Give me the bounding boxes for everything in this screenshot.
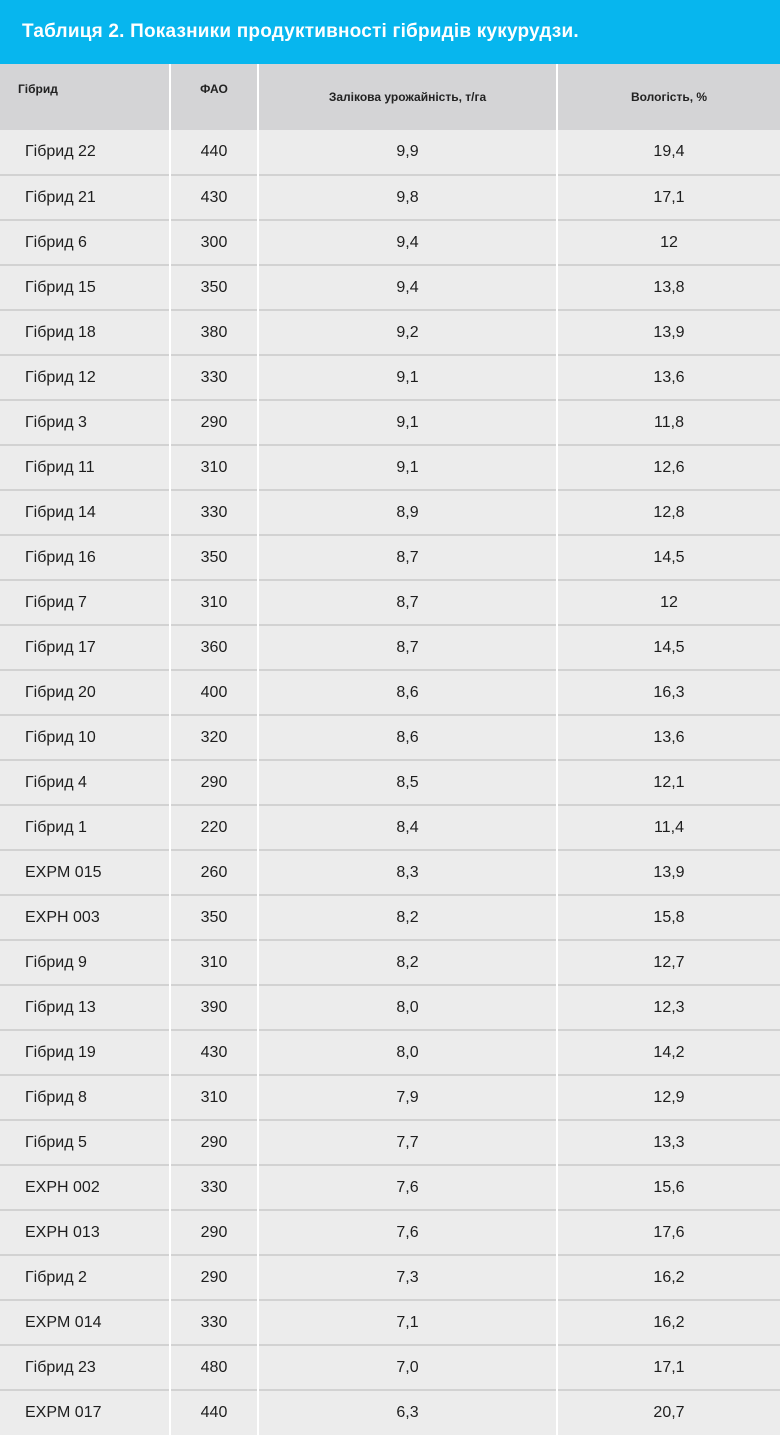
table-row [0,670,780,715]
cell-fao: 400 [170,670,258,715]
cell-yield: 8,0 [258,1030,557,1075]
table-row [0,895,780,940]
table-title: Таблиця 2. Показники продуктивності гібридів кукурудзи. [22,21,579,42]
cell-yield: 6,3 [258,1390,557,1435]
cell-hybrid: Гібрид 13 [0,985,170,1030]
cell-moisture: 16,2 [557,1255,780,1300]
cell-fao: 350 [170,265,258,310]
table-row [0,355,780,400]
cell-moisture: 12,7 [557,940,780,985]
table-row [0,1165,780,1210]
table-row [0,310,780,355]
cell-hybrid: Гібрид 17 [0,625,170,670]
cell-hybrid: Гібрид 8 [0,1075,170,1120]
cell-hybrid: EXPH 002 [0,1165,170,1210]
cell-yield: 8,9 [258,490,557,535]
cell-yield: 8,7 [258,625,557,670]
cell-hybrid: Гібрид 7 [0,580,170,625]
cell-moisture: 13,9 [557,850,780,895]
cell-hybrid: Гібрид 5 [0,1120,170,1165]
cell-yield: 8,3 [258,850,557,895]
cell-yield: 9,2 [258,310,557,355]
cell-hybrid: Гібрид 12 [0,355,170,400]
cell-fao: 290 [170,760,258,805]
cell-hybrid: Гібрид 6 [0,220,170,265]
cell-fao: 310 [170,1075,258,1120]
cell-fao: 310 [170,445,258,490]
table-row [0,445,780,490]
cell-moisture: 13,6 [557,355,780,400]
cell-yield: 9,1 [258,400,557,445]
cell-yield: 7,3 [258,1255,557,1300]
cell-fao: 430 [170,175,258,220]
cell-yield: 8,2 [258,940,557,985]
cell-hybrid: Гібрид 1 [0,805,170,850]
cell-fao: 320 [170,715,258,760]
cell-moisture: 12,6 [557,445,780,490]
cell-hybrid: EXPH 013 [0,1210,170,1255]
cell-fao: 350 [170,535,258,580]
cell-yield: 8,6 [258,715,557,760]
cell-moisture: 13,3 [557,1120,780,1165]
cell-yield: 7,7 [258,1120,557,1165]
cell-yield: 9,1 [258,445,557,490]
cell-moisture: 17,6 [557,1210,780,1255]
table-title-banner [0,0,780,64]
cell-hybrid: Гібрид 15 [0,265,170,310]
cell-hybrid: Гібрид 23 [0,1345,170,1390]
cell-moisture: 12 [557,580,780,625]
table-row [0,1300,780,1345]
table-row [0,1075,780,1120]
cell-moisture: 11,8 [557,400,780,445]
table-row [0,760,780,805]
table-row [0,400,780,445]
cell-yield: 9,9 [258,130,557,175]
cell-fao: 330 [170,355,258,400]
cell-fao: 300 [170,220,258,265]
cell-moisture: 12,1 [557,760,780,805]
table-row [0,535,780,580]
cell-fao: 480 [170,1345,258,1390]
cell-yield: 7,0 [258,1345,557,1390]
cell-hybrid: Гібрид 14 [0,490,170,535]
cell-yield: 9,4 [258,220,557,265]
cell-hybrid: Гібрид 22 [25,143,96,160]
table-row [0,490,780,535]
cell-fao: 440 [170,130,258,175]
cell-hybrid: Гібрид 3 [0,400,170,445]
table-row [0,580,780,625]
cell-hybrid: Гібрид 21 [0,175,170,220]
table-row [0,265,780,310]
cell-hybrid: Гібрид 9 [0,940,170,985]
cell-moisture: 12,9 [557,1075,780,1120]
cell-yield: 7,6 [258,1210,557,1255]
cell-moisture: 14,5 [557,625,780,670]
cell-fao: 330 [170,1165,258,1210]
cell-yield: 8,7 [258,580,557,625]
cell-fao: 290 [170,1255,258,1300]
cell-yield: 7,6 [258,1165,557,1210]
cell-yield: 9,8 [258,175,557,220]
cell-moisture: 17,1 [557,175,780,220]
cell-moisture: 19,4 [557,130,780,175]
cell-yield: 8,7 [258,535,557,580]
cell-moisture: 13,6 [557,715,780,760]
table-row [0,715,780,760]
cell-fao: 360 [170,625,258,670]
cell-fao: 380 [170,310,258,355]
table-row [0,130,780,175]
cell-fao: 310 [170,940,258,985]
cell-hybrid: Гібрид 10 [0,715,170,760]
cell-fao: 430 [170,1030,258,1075]
header-hybrid: Гібрид [18,82,58,96]
header-yield: Залікова урожайність, т/га [258,64,557,130]
cell-moisture: 14,2 [557,1030,780,1075]
table-row [0,175,780,220]
cell-yield: 8,5 [258,760,557,805]
cell-hybrid: EXPM 017 [0,1390,170,1435]
table-header [0,64,780,130]
table-row [0,940,780,985]
table-row [0,850,780,895]
cell-moisture: 16,3 [557,670,780,715]
table-row [0,805,780,850]
cell-fao: 290 [170,1120,258,1165]
cell-hybrid: Гібрид 18 [0,310,170,355]
header-row [0,64,780,130]
cell-yield: 8,0 [258,985,557,1030]
cell-hybrid: Гібрид 11 [0,445,170,490]
cell-fao: 440 [170,1390,258,1435]
table-row [0,625,780,670]
cell-fao: 220 [170,805,258,850]
cell-moisture: 12,3 [557,985,780,1030]
table-row [0,1210,780,1255]
cell-hybrid: EXPM 014 [0,1300,170,1345]
table-body [0,130,780,1435]
header-fao: ФАО [170,64,258,130]
cell-moisture: 12,8 [557,490,780,535]
cell-yield: 9,1 [258,355,557,400]
cell-moisture: 15,8 [557,895,780,940]
cell-fao: 310 [170,580,258,625]
cell-moisture: 16,2 [557,1300,780,1345]
hybrid-performance-table [0,64,780,1435]
cell-hybrid: Гібрид 2 [0,1255,170,1300]
cell-moisture: 15,6 [557,1165,780,1210]
cell-yield: 8,2 [258,895,557,940]
cell-fao: 390 [170,985,258,1030]
cell-fao: 260 [170,850,258,895]
cell-moisture: 11,4 [557,805,780,850]
cell-yield: 8,6 [258,670,557,715]
cell-moisture: 20,7 [557,1390,780,1435]
header-moisture: Вологість, % [557,64,780,130]
cell-moisture: 14,5 [557,535,780,580]
cell-hybrid: EXPM 015 [0,850,170,895]
table-row [0,1030,780,1075]
table-row [0,1120,780,1165]
cell-hybrid: Гібрид 4 [0,760,170,805]
table-row [0,985,780,1030]
table-row [0,220,780,265]
cell-yield: 9,4 [258,265,557,310]
cell-hybrid: Гібрид 20 [0,670,170,715]
cell-fao: 330 [170,490,258,535]
cell-fao: 290 [170,400,258,445]
cell-fao: 350 [170,895,258,940]
cell-hybrid: EXPH 003 [0,895,170,940]
cell-yield: 7,9 [258,1075,557,1120]
cell-moisture: 17,1 [557,1345,780,1390]
cell-moisture: 13,9 [557,310,780,355]
cell-fao: 290 [170,1210,258,1255]
cell-moisture: 13,8 [557,265,780,310]
cell-moisture: 12 [557,220,780,265]
table-row [0,1345,780,1390]
cell-hybrid: Гібрид 19 [0,1030,170,1075]
cell-yield: 8,4 [258,805,557,850]
table-row [0,1255,780,1300]
cell-yield: 7,1 [258,1300,557,1345]
cell-hybrid: Гібрид 16 [0,535,170,580]
cell-fao: 330 [170,1300,258,1345]
table-row [0,1390,780,1435]
